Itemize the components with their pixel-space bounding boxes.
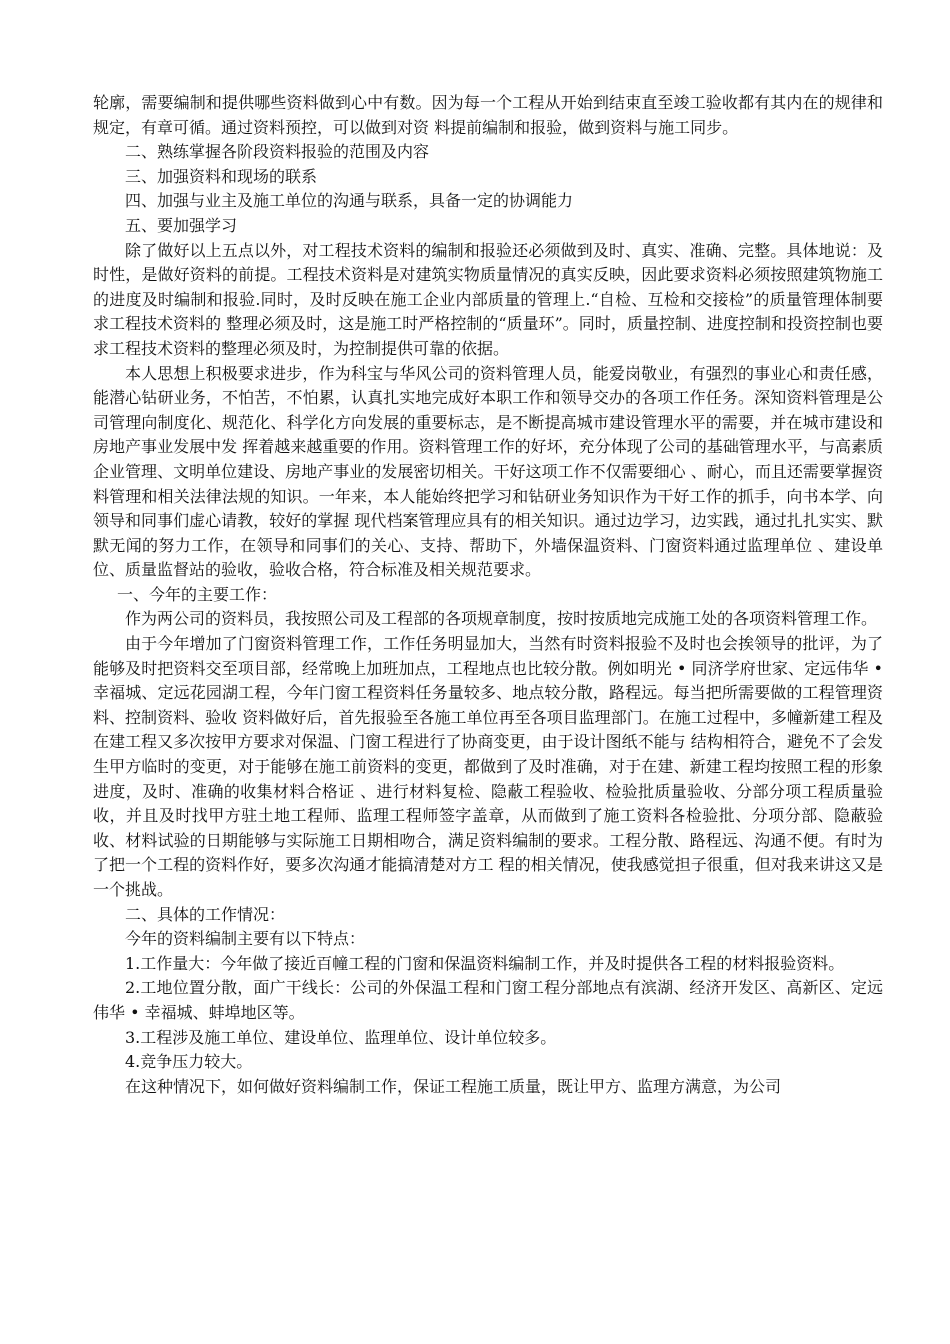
document-page bbox=[93, 91, 883, 1099]
paragraph-self-assessment: 本人思想上积极要求进步，作为科宝与华风公司的资料管理人员，能爱岗敬业，有强烈的事业心和责任感，能潜心钻研业务，不怕苦，不怕累，认真扎实地完成好本职工作和领导交办的各项工作任务。深知资料管理是公司管理向制度化、规范化、科学化方向发展的重要标志，是不断提高城市建设管理水平的需要，并在城市建设和房地产事业发展中发 挥着越来越重要的作用。资料管理工作的好坏，充分体现了公司的基础管理水平，与高素质企业管理、文明单位建设、房地产事业的发展密切相关。干好这项工作不仅需要细心 、耐心，而且还需要掌握资料管理和相关法律法规的知识。一年来，本人能始终把学习和钻研业务知识作为干好工作的抓手，向书本学、向领导和同事们虚心请教，较好的掌握 现代档案管理应具有的相关知识。通过边学习，边实践，通过扎扎实实、默默无闻的努力工作，在领导和同事们的关心、支持、帮助下，外墙保温资料、门窗资料通过监理单位 、建设单位、质量监督站的验收，验收合格，符合标准及相关规范要求。 bbox=[93, 363, 883, 580]
heading-item-5: 五、要加强学习 bbox=[125, 215, 238, 235]
heading-item-3: 三、加强资料和现场的联系 bbox=[125, 166, 318, 186]
list-item-4: 4.竞争压力较大。 bbox=[125, 1052, 253, 1072]
paragraph-closing: 在这种情况下，如何做好资料编制工作，保证工程施工质量，既让甲方、监理方满意，为公司 bbox=[125, 1076, 782, 1096]
paragraph-continuation: 轮廓，需要编制和提供哪些资料做到心中有数。因为每一个工程从开始到结束直至竣工验收都有其内在的规律和规定，有章可循。通过资料预控，可以做到对资 料提前编制和报验，做到资料与施工同步。 bbox=[93, 93, 883, 137]
list-item-2: 2.工地位置分散，面广干线长：公司的外保温工程和门窗工程分部地点有滨湖、经济开发区、高新区、定远伟华 • 幸福城、蚌埠地区等。 bbox=[93, 978, 883, 1022]
paragraph-features-intro: 今年的资料编制主要有以下特点： bbox=[125, 929, 366, 949]
paragraph-main-work: 作为两公司的资料员，我按照公司及工程部的各项规章制度，按时按质地完成施工处的各项资料管理工作。 bbox=[125, 609, 878, 629]
section-heading-specific-work: 二、具体的工作情况： bbox=[125, 904, 286, 924]
paragraph-work-details: 由于今年增加了门窗资料管理工作，工作任务明显加大，当然有时资料报验不及时也会挨领导的批评，为了能够及时把资料交至项目部，经常晚上加班加点，工程地点也比较分散。例如明光 • 同济学府世家、定远伟华 • 幸福城、定远花园湖工程，今年门窗工程资料任务量较多、地点较分散，路程远。每当把所需要做的工程管理资料、控制资料、验收 资料做好后，首先报验至各施工单位再至各项目监理部门。在施工过程中，多幢新建工程及在建工程又多次按甲方要求对保温、门窗工程进行了协商变更，由于设计图纸不能与 结构相符合，避免不了会发生甲方临时的变更，对于能够在施工前资料的变更，都做到了及时准确，对于在建、新建工程均按照工程的形象进度，及时、准确的收集材料合格证 、进行材料复检、隐蔽工程验收、检验批质量验收、分部分项工程质量验收，并且及时找甲方驻土地工程师、监理工程师签字盖章，从而做到了施工资料各检验批、分项分部、隐蔽验收、材料试验的日期能够与实际施工日期相吻合，满足资料编制的要求。工程分散、路程远、沟通不便。有时为了把一个工程的资料作好，要多次沟通才能搞清楚对方工 程的相关情况，使我感觉担子很重，但对我来讲这又是一个挑战。 bbox=[93, 634, 883, 899]
heading-item-2: 二、熟练掌握各阶段资料报验的范围及内容 bbox=[125, 142, 430, 162]
list-item-3: 3.工程涉及施工单位、建设单位、监理单位、设计单位较多。 bbox=[125, 1027, 557, 1047]
section-heading-main-work: 一、今年的主要工作： bbox=[117, 584, 278, 604]
list-item-1: 1.工作量大：今年做了接近百幢工程的门窗和保温资料编制工作，并及时提供各工程的材料报验资料。 bbox=[125, 953, 845, 973]
paragraph-requirements: 除了做好以上五点以外，对工程技术资料的编制和报验还必须做到及时、真实、准确、完整。具体地说：及时性，是做好资料的前提。工程技术资料是对建筑实物质量情况的真实反映，因此要求资料必须按照建筑物施工的进度及时编制和报验.同时，及时反映在施工企业内部质量的管理上.“自检、互检和交接检”的质量管理体制要求工程技术资料的 整理必须及时，这是施工时严格控制的“质量环”。同时，质量控制、进度控制和投资控制也要求工程技术资料的整理必须及时，为控制提供可靠的依据。 bbox=[93, 240, 883, 358]
heading-item-4: 四、加强与业主及施工单位的沟通与联系，具备一定的协调能力 bbox=[125, 191, 574, 211]
